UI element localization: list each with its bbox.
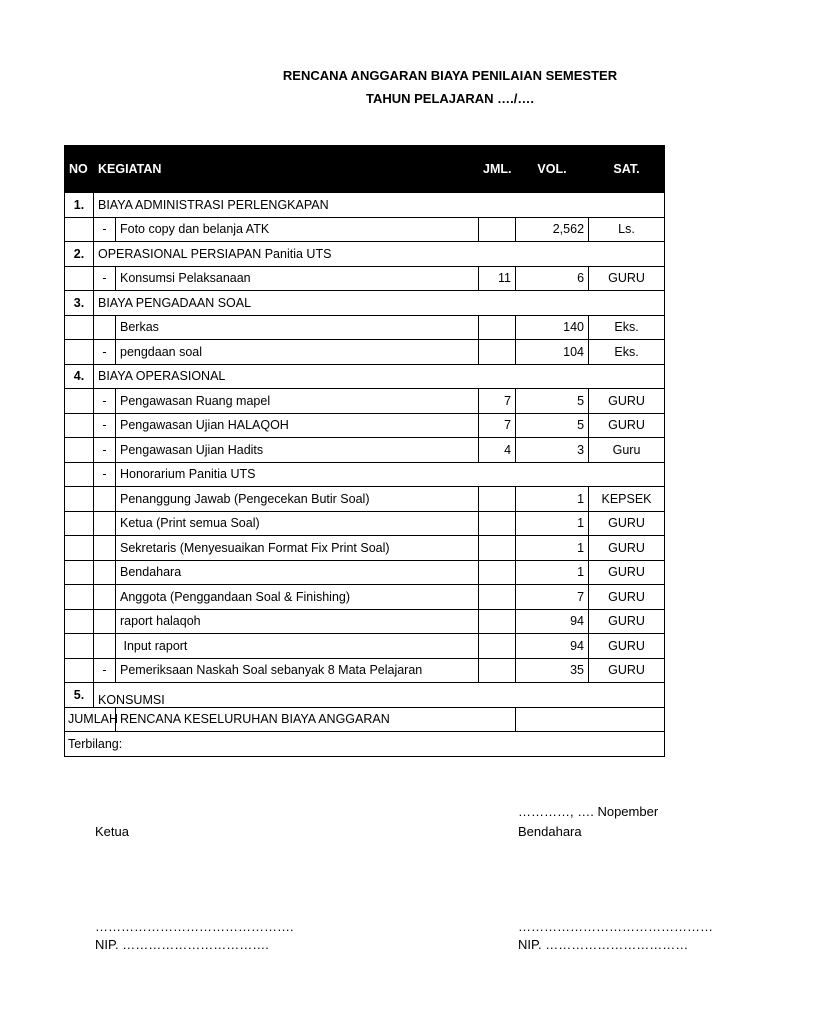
row-label: Sekretaris (Menyesuaikan Format Fix Print Soal) bbox=[116, 536, 479, 561]
section-title: KONSUMSI bbox=[94, 683, 665, 708]
table-row bbox=[65, 438, 665, 463]
section-number: 1. bbox=[65, 193, 94, 218]
total-label: RENCANA KESELURUHAN BIAYA ANGGARAN bbox=[116, 707, 516, 732]
row-marker bbox=[94, 315, 116, 340]
row-marker: - bbox=[94, 266, 116, 291]
row-marker: - bbox=[94, 217, 116, 242]
row-vol: 3 bbox=[516, 438, 589, 463]
section-number: 2. bbox=[65, 242, 94, 267]
terbilang-row bbox=[65, 732, 665, 757]
row-marker: - bbox=[94, 658, 116, 683]
terbilang-label: Terbilang: bbox=[65, 732, 665, 757]
row-label: Input raport bbox=[116, 634, 479, 659]
section-title: BIAYA PENGADAAN SOAL bbox=[94, 291, 665, 316]
row-label: Pengawasan Ujian Hadits bbox=[116, 438, 479, 463]
row-sat: GURU bbox=[589, 536, 665, 561]
section-row bbox=[65, 683, 665, 708]
row-jml bbox=[479, 585, 516, 610]
section-title: BIAYA OPERASIONAL bbox=[94, 364, 665, 389]
table-row bbox=[65, 217, 665, 242]
table-row bbox=[65, 266, 665, 291]
header-kegiatan: KEGIATAN bbox=[94, 146, 479, 193]
row-sat: GURU bbox=[589, 560, 665, 585]
section-title: OPERASIONAL PERSIAPAN Panitia UTS bbox=[94, 242, 665, 267]
row-marker: - bbox=[94, 389, 116, 414]
row-sat: GURU bbox=[589, 609, 665, 634]
signature-name-line-right: ……………………………………… bbox=[518, 919, 713, 934]
row-jml bbox=[479, 340, 516, 365]
row-vol: 5 bbox=[516, 413, 589, 438]
row-vol: 104 bbox=[516, 340, 589, 365]
table-row bbox=[65, 413, 665, 438]
header-jml: JML. bbox=[479, 146, 516, 193]
table-row bbox=[65, 536, 665, 561]
row-vol: 5 bbox=[516, 389, 589, 414]
row-label: Bendahara bbox=[116, 560, 479, 585]
row-vol: 6 bbox=[516, 266, 589, 291]
row-sat: Eks. bbox=[589, 340, 665, 365]
row-vol: 1 bbox=[516, 536, 589, 561]
signature-role-bendahara: Bendahara bbox=[518, 824, 582, 839]
header-sat: SAT. bbox=[589, 146, 665, 193]
table-row bbox=[65, 389, 665, 414]
header-no: NO bbox=[65, 146, 94, 193]
table-row bbox=[65, 585, 665, 610]
row-jml bbox=[479, 487, 516, 512]
budget-table bbox=[64, 145, 665, 757]
row-jml bbox=[479, 536, 516, 561]
row-jml bbox=[479, 658, 516, 683]
row-vol: 2,562 bbox=[516, 217, 589, 242]
row-sat: GURU bbox=[589, 413, 665, 438]
row-jml: 7 bbox=[479, 413, 516, 438]
row-vol: 1 bbox=[516, 560, 589, 585]
signature-nip-left: NIP. ……………………………. bbox=[95, 937, 269, 952]
row-sat: GURU bbox=[589, 585, 665, 610]
row-label: Pengawasan Ruang mapel bbox=[116, 389, 479, 414]
row-jml: 11 bbox=[479, 266, 516, 291]
row-label: Pemeriksaan Naskah Soal sebanyak 8 Mata Pelajaran bbox=[116, 658, 479, 683]
header-vol: VOL. bbox=[516, 146, 589, 193]
table-row bbox=[65, 609, 665, 634]
row-vol: 94 bbox=[516, 634, 589, 659]
row-marker: - bbox=[94, 438, 116, 463]
section-number: 3. bbox=[65, 291, 94, 316]
table-row bbox=[65, 658, 665, 683]
section-number: 5. bbox=[65, 683, 94, 708]
row-sat: GURU bbox=[589, 634, 665, 659]
document-title: RENCANA ANGGARAN BIAYA PENILAIAN SEMESTER bbox=[282, 68, 618, 83]
row-jml bbox=[479, 560, 516, 585]
row-vol: 1 bbox=[516, 511, 589, 536]
table-row bbox=[65, 634, 665, 659]
row-vol: 140 bbox=[516, 315, 589, 340]
row-marker: - bbox=[94, 462, 116, 487]
section-row bbox=[65, 242, 665, 267]
row-label: Penanggung Jawab (Pengecekan Butir Soal) bbox=[116, 487, 479, 512]
row-sat: GURU bbox=[589, 658, 665, 683]
honorarium-row bbox=[65, 462, 665, 487]
row-jml bbox=[479, 217, 516, 242]
row-sat: Ls. bbox=[589, 217, 665, 242]
row-jml bbox=[479, 511, 516, 536]
row-vol: 7 bbox=[516, 585, 589, 610]
row-jml: 7 bbox=[479, 389, 516, 414]
row-label: Berkas bbox=[116, 315, 479, 340]
signature-role-ketua: Ketua bbox=[95, 824, 129, 839]
row-marker: - bbox=[94, 413, 116, 438]
row-vol: 1 bbox=[516, 487, 589, 512]
table-row bbox=[65, 340, 665, 365]
total-row bbox=[65, 707, 665, 732]
row-label: Honorarium Panitia UTS bbox=[116, 462, 665, 487]
section-row bbox=[65, 193, 665, 218]
row-label: Anggota (Penggandaan Soal & Finishing) bbox=[116, 585, 479, 610]
row-sat: KEPSEK bbox=[589, 487, 665, 512]
signature-name-line-left: ………………………………………. bbox=[95, 919, 294, 934]
row-label: raport halaqoh bbox=[116, 609, 479, 634]
section-number: 4. bbox=[65, 364, 94, 389]
table-row bbox=[65, 487, 665, 512]
total-prefix: JUMLAH bbox=[65, 707, 116, 732]
total-value bbox=[516, 707, 665, 732]
signature-nip-right: NIP. …………………………… bbox=[518, 937, 689, 952]
row-label: Foto copy dan belanja ATK bbox=[116, 217, 479, 242]
row-label: Ketua (Print semua Soal) bbox=[116, 511, 479, 536]
row-sat: GURU bbox=[589, 266, 665, 291]
row-jml bbox=[479, 634, 516, 659]
document-subtitle: TAHUN PELAJARAN …./…. bbox=[365, 91, 535, 106]
signature-date: …………, …. Nopember bbox=[518, 804, 659, 819]
table-row bbox=[65, 511, 665, 536]
row-label: Pengawasan Ujian HALAQOH bbox=[116, 413, 479, 438]
row-vol: 35 bbox=[516, 658, 589, 683]
table-row bbox=[65, 560, 665, 585]
section-row bbox=[65, 291, 665, 316]
row-jml: 4 bbox=[479, 438, 516, 463]
row-sat: Guru bbox=[589, 438, 665, 463]
table-row bbox=[65, 315, 665, 340]
row-vol: 94 bbox=[516, 609, 589, 634]
row-jml bbox=[479, 315, 516, 340]
row-label: Konsumsi Pelaksanaan bbox=[116, 266, 479, 291]
row-marker: - bbox=[94, 340, 116, 365]
row-sat: Eks. bbox=[589, 315, 665, 340]
section-row bbox=[65, 364, 665, 389]
row-sat: GURU bbox=[589, 511, 665, 536]
section-title: BIAYA ADMINISTRASI PERLENGKAPAN bbox=[94, 193, 665, 218]
row-label: pengdaan soal bbox=[116, 340, 479, 365]
table-header-row bbox=[65, 146, 665, 193]
row-jml bbox=[479, 609, 516, 634]
row-sat: GURU bbox=[589, 389, 665, 414]
